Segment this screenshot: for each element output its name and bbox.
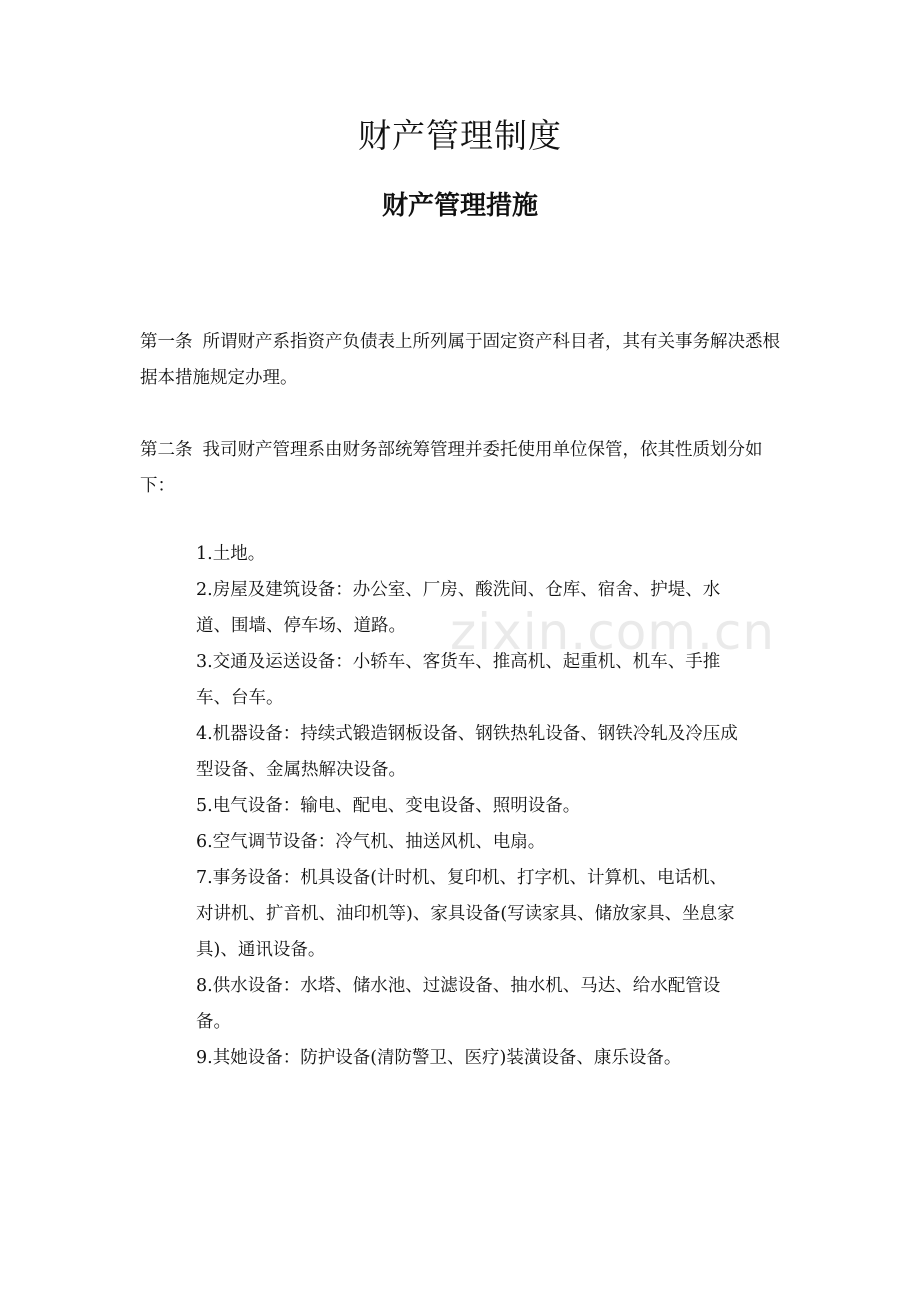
list-item: 5.电气设备：输电、配电、变电设备、照明设备。: [196, 796, 581, 816]
list-item: 6.空气调节设备：冷气机、抽送风机、电扇。: [196, 832, 546, 852]
article-2-number: 第二条: [140, 440, 193, 460]
watermark: zixin.com.cn: [450, 603, 776, 661]
list-item: 8.供水设备：水塔、储水池、过滤设备、抽水机、马达、给水配管设备。: [196, 976, 721, 1032]
property-category-list: [196, 536, 744, 1076]
list-item: 1.土地。: [196, 544, 266, 564]
article-2: [140, 432, 780, 504]
document-subtitle: 财产管理措施: [381, 191, 538, 221]
article-2-text: 我司财产管理系由财务部统筹管理并委托使用单位保管，依其性质划分如下：: [140, 440, 763, 496]
list-item: 3.交通及运送设备：小轿车、客货车、推高机、起重机、机车、手推车、台车。: [196, 652, 721, 708]
article-1: [140, 324, 780, 396]
list-item: 7.事务设备：机具设备(计时机、复印机、打字机、计算机、电话机、对讲机、扩音机、油印机等)、家具设备(写读家具、储放家具、坐息家具)、通讯设备。: [196, 868, 735, 960]
list-item: 4.机器设备：持续式锻造钢板设备、钢铁热轧设备、钢铁冷轧及冷压成型设备、金属热解决设备。: [196, 724, 738, 780]
article-1-number: 第一条: [140, 332, 193, 352]
list-item: 2.房屋及建筑设备：办公室、厂房、酸洗间、仓库、宿舍、护堤、水道、围墙、停车场、道路。: [196, 580, 721, 636]
document-title: 财产管理制度: [358, 116, 562, 155]
list-item: 9.其她设备：防护设备(清防警卫、医疗)装潢设备、康乐设备。: [196, 1048, 682, 1068]
article-1-text: 所谓财产系指资产负债表上所列属于固定资产科目者，其有关事务解决悉根据本措施规定办理。: [140, 332, 780, 388]
